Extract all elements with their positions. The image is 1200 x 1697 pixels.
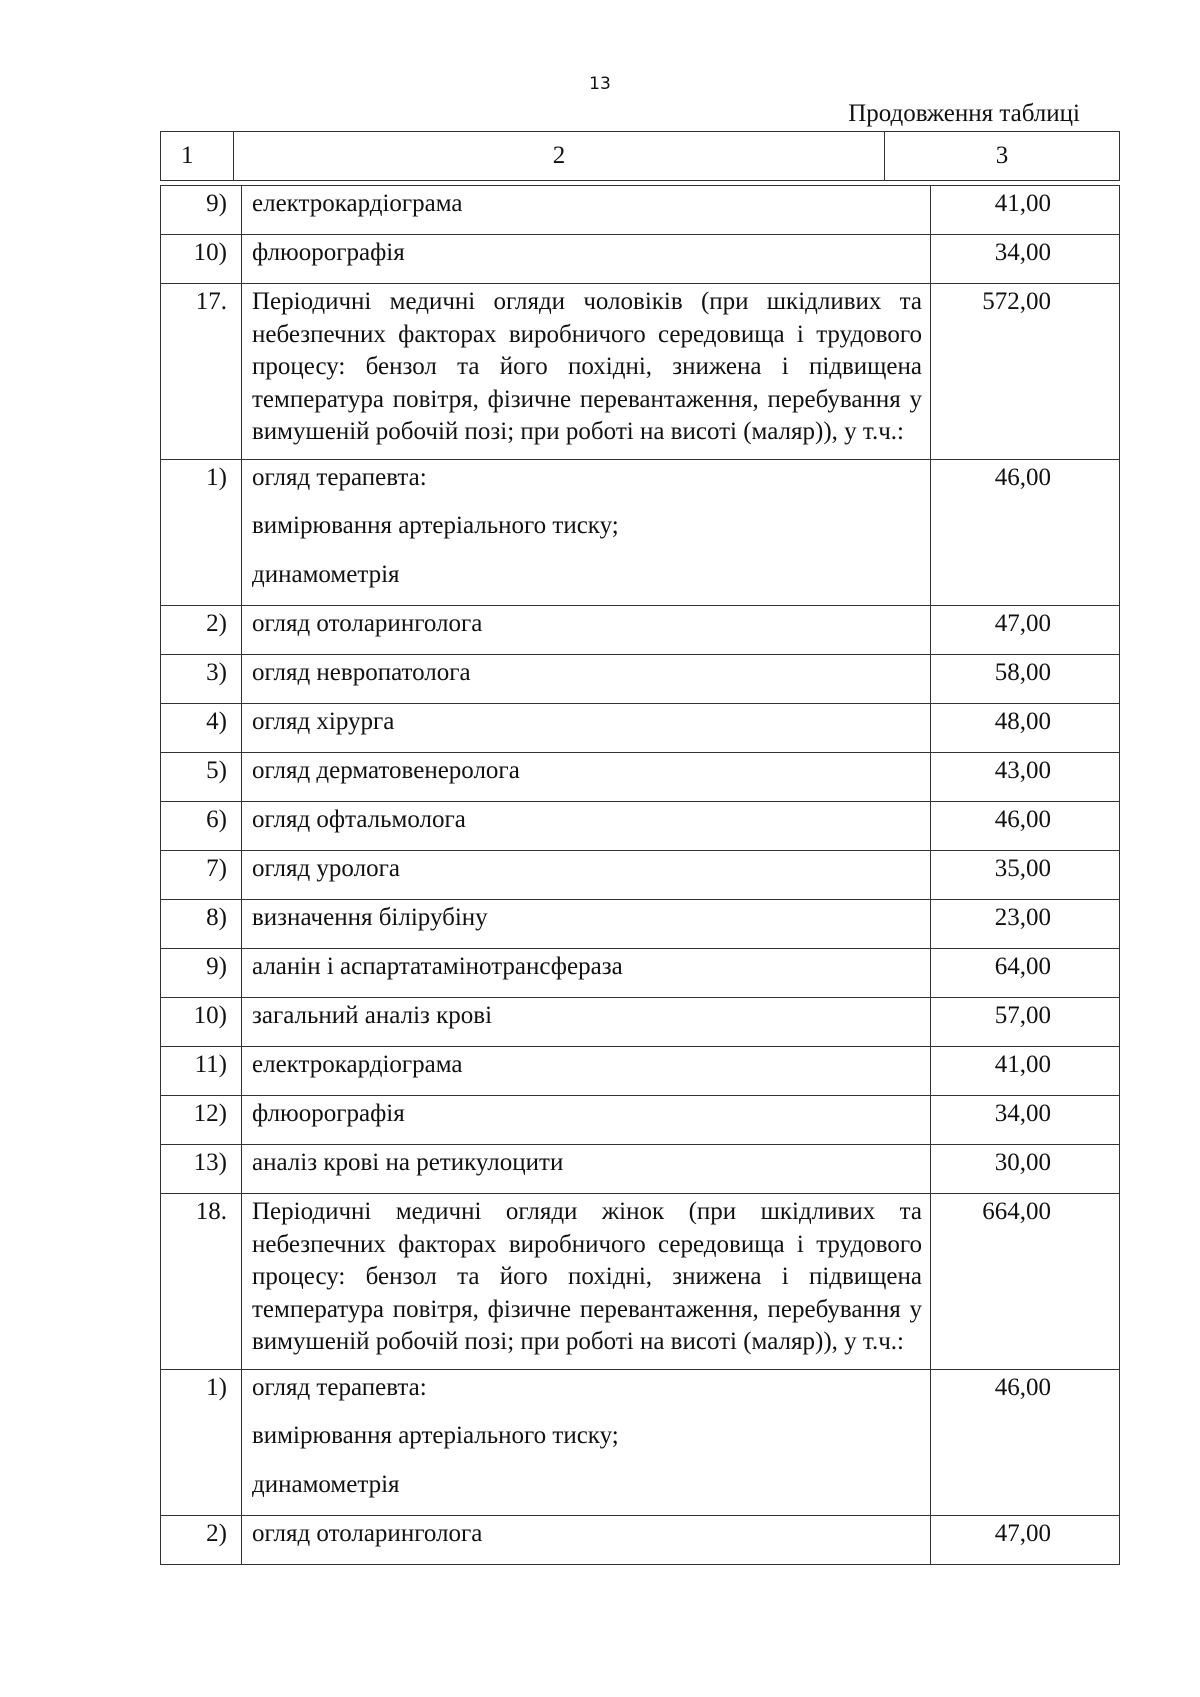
row-number: 6) [161, 802, 242, 851]
row-number: 11) [161, 1047, 242, 1096]
table-row [161, 704, 1120, 753]
row-price: 47,00 [931, 606, 1120, 655]
row-description [242, 1516, 931, 1565]
row-description [242, 186, 931, 235]
price-table [160, 185, 1120, 1565]
table-row [161, 900, 1120, 949]
table-row [161, 1047, 1120, 1096]
description-line: огляд хірурга [252, 708, 395, 735]
row-description [242, 900, 931, 949]
row-price: 58,00 [931, 655, 1120, 704]
description-line: огляд дерматовенеролога [252, 757, 520, 784]
table-row [161, 606, 1120, 655]
row-description [242, 949, 931, 998]
table-row [161, 1369, 1120, 1516]
row-price: 35,00 [931, 851, 1120, 900]
row-price: 34,00 [931, 235, 1120, 284]
row-price: 34,00 [931, 1096, 1120, 1145]
row-price: 41,00 [931, 1047, 1120, 1096]
header-row [161, 132, 1120, 181]
table-row [161, 851, 1120, 900]
row-description [242, 802, 931, 851]
description-line: динамометрія [252, 560, 400, 588]
row-number: 2) [161, 1516, 242, 1565]
row-number: 18. [161, 1194, 242, 1370]
row-number: 9) [161, 186, 242, 235]
row-number: 10) [161, 235, 242, 284]
row-price: 57,00 [931, 998, 1120, 1047]
table-row [161, 235, 1120, 284]
description-line: Періодичні медичні огляди жінок (при шкідливих та небезпечних факторах виробничого середовища і трудового процесу: бензол та його похідні, знижена і підвищена температура повітря, фізичне перевантаження, перебування у вимушеній робочій позі; при роботі на висоті (маляр)), у т.ч.: [252, 1198, 922, 1355]
row-description [242, 998, 931, 1047]
row-number: 13) [161, 1145, 242, 1194]
row-number: 7) [161, 851, 242, 900]
description-line: огляд уролога [252, 855, 400, 882]
description-line: вимірювання артеріального тиску; [252, 1422, 619, 1449]
description-line: динамометрія [252, 1470, 400, 1498]
row-number: 12) [161, 1096, 242, 1145]
description-line: флюорографія [252, 1100, 405, 1127]
table-row [161, 655, 1120, 704]
header-col-1: 1 [161, 132, 234, 181]
description-line: огляд отоларинголога [252, 610, 483, 637]
row-number: 4) [161, 704, 242, 753]
table-row [161, 186, 1120, 235]
row-description [242, 655, 931, 704]
row-number: 3) [161, 655, 242, 704]
table-row [161, 459, 1120, 606]
row-number: 8) [161, 900, 242, 949]
row-price: 46,00 [931, 459, 1120, 606]
row-description [242, 1369, 931, 1516]
table-row [161, 802, 1120, 851]
table-row [161, 1145, 1120, 1194]
row-description [242, 284, 931, 460]
row-description [242, 235, 931, 284]
row-price: 41,00 [931, 186, 1120, 235]
description-line: флюорографія [252, 239, 405, 266]
description-line: електрокардіограма [252, 190, 463, 217]
row-description [242, 1145, 931, 1194]
table-row [161, 284, 1120, 460]
description-line: огляд терапевта: [252, 463, 427, 491]
row-price: 46,00 [931, 802, 1120, 851]
description-line: електрокардіограма [252, 1051, 463, 1078]
table-row [161, 753, 1120, 802]
table-continuation-label: Продовження таблиці [848, 100, 1080, 127]
price-table-body [161, 186, 1120, 1565]
row-price: 48,00 [931, 704, 1120, 753]
row-price: 572,00 [931, 284, 1120, 460]
row-description [242, 1194, 931, 1370]
row-description [242, 459, 931, 606]
row-price: 64,00 [931, 949, 1120, 998]
description-line: загальний аналіз крові [252, 1002, 493, 1029]
description-line: огляд терапевта: [252, 1373, 427, 1401]
description-line: визначення білірубіну [252, 904, 488, 931]
description-line: аналіз крові на ретикулоцити [252, 1149, 564, 1176]
row-price: 46,00 [931, 1369, 1120, 1516]
row-number: 9) [161, 949, 242, 998]
table-row [161, 1096, 1120, 1145]
page-number: 13 [589, 74, 611, 94]
table-row [161, 949, 1120, 998]
table-row [161, 998, 1120, 1047]
row-number: 5) [161, 753, 242, 802]
table-header [160, 131, 1120, 181]
description-line: огляд невропатолога [252, 659, 471, 686]
table-row [161, 1516, 1120, 1565]
row-number: 2) [161, 606, 242, 655]
row-price: 47,00 [931, 1516, 1120, 1565]
row-description [242, 606, 931, 655]
row-number: 10) [161, 998, 242, 1047]
row-description [242, 704, 931, 753]
description-line: Періодичні медичні огляди чоловіків (при шкідливих та небезпечних факторах виробничого середовища і трудового процесу: бензол та його похідні, знижена і підвищена температура повітря, фізичне перевантаження, перебування у вимушеній робочій позі; при роботі на висоті (маляр)), у т.ч.: [252, 288, 922, 445]
header-col-3: 3 [885, 132, 1120, 181]
row-price: 23,00 [931, 900, 1120, 949]
row-price: 664,00 [931, 1194, 1120, 1370]
row-description [242, 851, 931, 900]
description-line: огляд отоларинголога [252, 1520, 483, 1547]
description-line: огляд офтальмолога [252, 806, 466, 833]
row-description [242, 1096, 931, 1145]
row-price: 30,00 [931, 1145, 1120, 1194]
row-number: 1) [161, 459, 242, 606]
header-col-2: 2 [234, 132, 885, 181]
row-number: 17. [161, 284, 242, 460]
table-row [161, 1194, 1120, 1370]
row-description [242, 753, 931, 802]
row-price: 43,00 [931, 753, 1120, 802]
row-number: 1) [161, 1369, 242, 1516]
row-description [242, 1047, 931, 1096]
description-line: аланін і аспартатамінотрансфераза [252, 953, 623, 980]
description-line: вимірювання артеріального тиску; [252, 512, 619, 539]
